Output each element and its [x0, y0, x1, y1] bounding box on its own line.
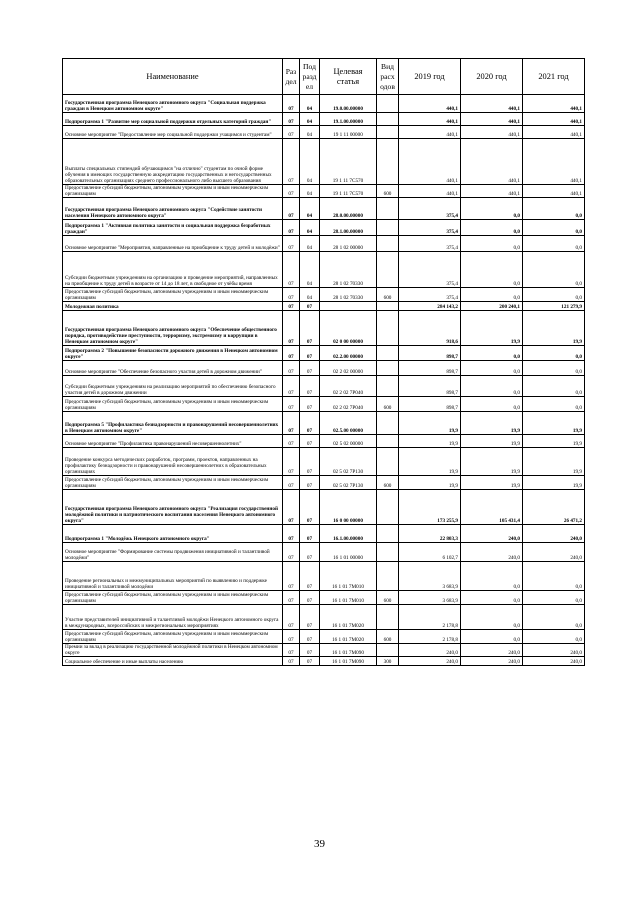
cell-2020: 0,0: [461, 376, 523, 397]
cell-2020: 19,9: [461, 435, 523, 448]
cell-2020: 0,0: [461, 605, 523, 630]
cell-2020: 0,0: [461, 220, 523, 236]
cell-razdel: 07: [283, 591, 300, 605]
cell-expense-type: [377, 448, 399, 476]
table-row: [63, 198, 585, 220]
cell-2020: 440,1: [461, 139, 523, 185]
cell-razdel: 07: [283, 302, 300, 311]
cell-2020: 0,0: [461, 397, 523, 412]
cell-podrazdel: 07: [300, 397, 320, 412]
cell-podrazdel: 07: [300, 657, 320, 666]
table-row: [63, 591, 585, 605]
header-year-2021: 2021 год: [523, 59, 585, 95]
cell-podrazdel: 07: [300, 361, 320, 376]
cell-target-article: 16.1.00.00000: [320, 525, 377, 543]
cell-razdel: 07: [283, 630, 300, 644]
table-row: [63, 220, 585, 236]
header-target-article: Целевая статья: [320, 59, 377, 95]
cell-name: Основное мероприятие "Профилактика правонарушений несовершеннолетних": [63, 435, 283, 448]
cell-podrazdel: 07: [300, 543, 320, 562]
cell-podrazdel: 04: [300, 126, 320, 139]
cell-2019: 440,1: [399, 139, 461, 185]
table-row: [63, 376, 585, 397]
cell-2020: 440,1: [461, 185, 523, 198]
cell-podrazdel: 07: [300, 346, 320, 361]
cell-podrazdel: 07: [300, 630, 320, 644]
cell-podrazdel: 07: [300, 562, 320, 591]
cell-name: Подпрограмма 1 "Активная политика занятости и социальная поддержка безработных граждан": [63, 220, 283, 236]
cell-expense-type: [377, 302, 399, 311]
cell-podrazdel: 07: [300, 302, 320, 311]
cell-2021: 121 279,9: [523, 302, 585, 311]
cell-expense-type: 600: [377, 476, 399, 490]
cell-2021: 19,9: [523, 476, 585, 490]
cell-2019: 3 683,9: [399, 562, 461, 591]
cell-2019: 6 102,7: [399, 543, 461, 562]
cell-2021: 0,0: [523, 252, 585, 288]
cell-podrazdel: 04: [300, 185, 320, 198]
cell-2021: 19,9: [523, 311, 585, 346]
cell-2020: 240,0: [461, 525, 523, 543]
cell-name: Выплаты специальных стипендий обучающимся "на отлично" студентам по очной форме обучения в имеющих государственную аккредитацию государственных и негосударственных образовательных организациях среднего профессионального либо высшего образования: [63, 139, 283, 185]
cell-2020: 19,9: [461, 311, 523, 346]
cell-2021: 440,1: [523, 185, 585, 198]
cell-target-article: 16 1 01 7М020: [320, 630, 377, 644]
cell-2020: 105 431,4: [461, 490, 523, 525]
cell-2020: 440,1: [461, 126, 523, 139]
cell-target-article: 02 5 02 00000: [320, 435, 377, 448]
cell-expense-type: 600: [377, 630, 399, 644]
cell-2019: 918,6: [399, 311, 461, 346]
cell-2020: 440,1: [461, 95, 523, 113]
cell-2021: 0,0: [523, 198, 585, 220]
cell-2020: 200 240,1: [461, 302, 523, 311]
cell-podrazdel: 07: [300, 605, 320, 630]
cell-razdel: 07: [283, 288, 300, 302]
cell-name: Проведение конкурса методических разработок, программ, проектов, направленных на профилактику безнадзорности и правонарушений несовершеннолетних в образовательных организациях: [63, 448, 283, 476]
cell-2019: 898,7: [399, 376, 461, 397]
table-row: [63, 476, 585, 490]
page-number: 39: [314, 838, 325, 850]
cell-2021: 0,0: [523, 346, 585, 361]
cell-2021: 19,9: [523, 412, 585, 435]
cell-2019: 284 143,2: [399, 302, 461, 311]
cell-razdel: 07: [283, 376, 300, 397]
cell-expense-type: [377, 113, 399, 126]
table-row: [63, 412, 585, 435]
table-row: [63, 543, 585, 562]
cell-target-article: 28 1 02 70330: [320, 252, 377, 288]
cell-target-article: 02 2 02 7Р040: [320, 376, 377, 397]
cell-razdel: 07: [283, 361, 300, 376]
cell-2020: 240,0: [461, 644, 523, 657]
cell-expense-type: [377, 361, 399, 376]
cell-2020: 240,0: [461, 657, 523, 666]
cell-podrazdel: 07: [300, 376, 320, 397]
table-row: [63, 302, 585, 311]
cell-target-article: 28.0.00.00000: [320, 198, 377, 220]
cell-razdel: 07: [283, 252, 300, 288]
cell-razdel: 07: [283, 220, 300, 236]
cell-target-article: 02 2 02 7Р040: [320, 397, 377, 412]
cell-name: Молодежная политика: [63, 302, 283, 311]
cell-2019: 240,0: [399, 657, 461, 666]
cell-2019: 375,4: [399, 198, 461, 220]
table-row: [63, 562, 585, 591]
header-podrazdel: Подраздел: [300, 59, 320, 95]
cell-target-article: 02 5 02 7Р130: [320, 476, 377, 490]
cell-name: Подпрограмма 2 "Повышение безопасности дорожного движения в Ненецком автономном округе": [63, 346, 283, 361]
cell-podrazdel: 07: [300, 591, 320, 605]
cell-2021: 0,0: [523, 236, 585, 252]
cell-2020: 0,0: [461, 288, 523, 302]
cell-2021: 0,0: [523, 591, 585, 605]
cell-2021: 440,1: [523, 126, 585, 139]
cell-target-article: 16 1 01 7М010: [320, 591, 377, 605]
cell-2021: 0,0: [523, 220, 585, 236]
table-row: [63, 95, 585, 113]
cell-podrazdel: 07: [300, 476, 320, 490]
cell-2020: 0,0: [461, 630, 523, 644]
table-body: [63, 95, 585, 666]
cell-expense-type: [377, 126, 399, 139]
header-razdel: Раздел: [283, 59, 300, 95]
cell-razdel: 07: [283, 605, 300, 630]
table-row: [63, 236, 585, 252]
table-row: [63, 288, 585, 302]
cell-2019: 440,1: [399, 126, 461, 139]
cell-podrazdel: 04: [300, 236, 320, 252]
cell-2020: 240,0: [461, 543, 523, 562]
cell-razdel: 07: [283, 448, 300, 476]
cell-2019: 898,7: [399, 361, 461, 376]
cell-target-article: 19.1.00.00000: [320, 113, 377, 126]
cell-2020: 19,9: [461, 476, 523, 490]
cell-2021: 440,1: [523, 95, 585, 113]
cell-2021: 26 471,2: [523, 490, 585, 525]
cell-expense-type: [377, 252, 399, 288]
cell-name: Предоставление субсидий бюджетным, автономным учреждениям и иным некоммерческим организациям: [63, 630, 283, 644]
cell-target-article: 19.0.00.00000: [320, 95, 377, 113]
cell-razdel: 07: [283, 185, 300, 198]
cell-name: Государственная программа Ненецкого автономного округа "Содействие занятости населения Ненецкого автономного округа": [63, 198, 283, 220]
cell-expense-type: [377, 198, 399, 220]
cell-target-article: 02.2.00 00000: [320, 346, 377, 361]
cell-expense-type: [377, 543, 399, 562]
cell-2020: 0,0: [461, 346, 523, 361]
cell-expense-type: [377, 562, 399, 591]
cell-podrazdel: 07: [300, 448, 320, 476]
cell-podrazdel: 07: [300, 311, 320, 346]
cell-podrazdel: 04: [300, 220, 320, 236]
cell-razdel: 07: [283, 139, 300, 185]
cell-2019: 19,9: [399, 476, 461, 490]
cell-target-article: 16 1 01 7М090: [320, 644, 377, 657]
cell-expense-type: 300: [377, 657, 399, 666]
cell-target-article: 02.5.00 00000: [320, 412, 377, 435]
cell-2019: 898,7: [399, 346, 461, 361]
cell-expense-type: [377, 490, 399, 525]
table-row: [63, 435, 585, 448]
cell-expense-type: [377, 412, 399, 435]
cell-expense-type: [377, 435, 399, 448]
cell-target-article: 02 0 00 00000: [320, 311, 377, 346]
cell-target-article: 16 1 01 7М090: [320, 657, 377, 666]
cell-2021: 0,0: [523, 288, 585, 302]
cell-2020: 19,9: [461, 412, 523, 435]
table-row: [63, 252, 585, 288]
cell-target-article: 02 2 02 00000: [320, 361, 377, 376]
table-row: [63, 126, 585, 139]
cell-expense-type: [377, 346, 399, 361]
cell-razdel: 07: [283, 644, 300, 657]
cell-expense-type: [377, 311, 399, 346]
table-row: [63, 397, 585, 412]
header-year-2020: 2020 год: [461, 59, 523, 95]
table-row: [63, 113, 585, 126]
cell-2021: 240,0: [523, 644, 585, 657]
cell-2019: 375,4: [399, 252, 461, 288]
cell-2020: 0,0: [461, 361, 523, 376]
cell-name: Подпрограмма 1 "Молодёжь Ненецкого автономного округа": [63, 525, 283, 543]
cell-expense-type: [377, 605, 399, 630]
cell-target-article: 28 1 02 00000: [320, 236, 377, 252]
cell-target-article: 19 1 11 00000: [320, 126, 377, 139]
cell-podrazdel: 04: [300, 95, 320, 113]
cell-name: Социальное обеспечение и иные выплаты населению: [63, 657, 283, 666]
table-row: [63, 490, 585, 525]
cell-podrazdel: 04: [300, 139, 320, 185]
cell-razdel: 07: [283, 126, 300, 139]
cell-expense-type: [377, 95, 399, 113]
table-row: [63, 448, 585, 476]
cell-name: Премии за вклад в реализацию государственной молодёжной политики в Ненецком автономном округе: [63, 644, 283, 657]
cell-2021: 0,0: [523, 376, 585, 397]
cell-expense-type: [377, 376, 399, 397]
cell-expense-type: [377, 139, 399, 185]
cell-name: Субсидии бюджетным учреждениям на организацию и проведение мероприятий, направленных на приобщение к труду детей в возрасте от 14 до 18 лет, в свободное от учёбы время: [63, 252, 283, 288]
cell-target-article: [320, 302, 377, 311]
cell-2019: 2 178,8: [399, 605, 461, 630]
cell-podrazdel: 04: [300, 252, 320, 288]
cell-2019: 3 683,9: [399, 591, 461, 605]
cell-2019: 375,4: [399, 220, 461, 236]
cell-2020: 0,0: [461, 236, 523, 252]
cell-expense-type: [377, 236, 399, 252]
cell-razdel: 07: [283, 490, 300, 525]
cell-razdel: 07: [283, 198, 300, 220]
cell-razdel: 07: [283, 525, 300, 543]
table-row: [63, 644, 585, 657]
cell-expense-type: 600: [377, 185, 399, 198]
cell-name: Основное мероприятие "Формирование системы продвижения инициативной и талантливой молодёжи": [63, 543, 283, 562]
cell-2019: 375,4: [399, 236, 461, 252]
cell-target-article: 16 1 01 7М010: [320, 562, 377, 591]
cell-2020: 0,0: [461, 252, 523, 288]
cell-2019: 19,9: [399, 435, 461, 448]
cell-podrazdel: 07: [300, 412, 320, 435]
cell-podrazdel: 04: [300, 198, 320, 220]
header-expense-type: Вид расходов: [377, 59, 399, 95]
cell-name: Предоставление субсидий бюджетным, автономным учреждениям и иным некоммерческим организациям: [63, 476, 283, 490]
cell-2021: 19,9: [523, 435, 585, 448]
cell-2021: 240,0: [523, 525, 585, 543]
cell-2020: 19,9: [461, 448, 523, 476]
cell-name: Основное мероприятие "Обеспечение безопасного участия детей в дорожном движении": [63, 361, 283, 376]
cell-target-article: 16 0 00 00000: [320, 490, 377, 525]
table-header-row: [63, 59, 585, 95]
cell-expense-type: [377, 644, 399, 657]
cell-razdel: 07: [283, 657, 300, 666]
cell-expense-type: 600: [377, 591, 399, 605]
cell-2021: 0,0: [523, 562, 585, 591]
cell-2021: 240,0: [523, 543, 585, 562]
cell-target-article: 16 1 01 7М020: [320, 605, 377, 630]
cell-target-article: 19 1 11 7С570: [320, 185, 377, 198]
cell-2021: 440,1: [523, 139, 585, 185]
cell-2019: 440,1: [399, 185, 461, 198]
header-year-2019: 2019 год: [399, 59, 461, 95]
cell-2019: 240,0: [399, 644, 461, 657]
cell-expense-type: 600: [377, 397, 399, 412]
cell-razdel: 07: [283, 543, 300, 562]
cell-2020: 0,0: [461, 591, 523, 605]
cell-2019: 19,9: [399, 448, 461, 476]
header-name: Наименование: [63, 59, 283, 95]
cell-podrazdel: 07: [300, 525, 320, 543]
cell-name: Предоставление субсидий бюджетным, автономным учреждениям и иным некоммерческим организациям: [63, 397, 283, 412]
cell-2021: 0,0: [523, 397, 585, 412]
cell-name: Основное мероприятие "Мероприятия, направленные на приобщение к труду детей и молодёжи": [63, 236, 283, 252]
cell-podrazdel: 04: [300, 113, 320, 126]
cell-2019: 173 255,9: [399, 490, 461, 525]
cell-2019: 19,9: [399, 412, 461, 435]
cell-2019: 22 803,3: [399, 525, 461, 543]
table-row: [63, 657, 585, 666]
cell-2020: 0,0: [461, 562, 523, 591]
cell-2021: 0,0: [523, 630, 585, 644]
cell-razdel: 07: [283, 412, 300, 435]
cell-podrazdel: 07: [300, 490, 320, 525]
cell-name: Государственная программа Ненецкого автономного округа "Обеспечение общественного порядка, противодействие преступности, терроризму, экстремизму и коррупции в Ненецком автономном округе": [63, 311, 283, 346]
cell-name: Предоставление субсидий бюджетным, автономным учреждениям и иным некоммерческим организациям: [63, 288, 283, 302]
cell-razdel: 07: [283, 476, 300, 490]
cell-2019: 898,7: [399, 397, 461, 412]
cell-name: Государственная программа Ненецкого автономного округа "Реализация государственной молодёжной политики и патриотического воспитания населения Ненецкого автономного округа": [63, 490, 283, 525]
cell-2019: 375,4: [399, 288, 461, 302]
cell-name: Предоставление субсидий бюджетным, автономным учреждениям и иным некоммерческим организациям: [63, 185, 283, 198]
cell-name: Основное мероприятие "Предоставление мер социальной поддержки учащимся и студентам": [63, 126, 283, 139]
cell-razdel: 07: [283, 95, 300, 113]
cell-podrazdel: 07: [300, 435, 320, 448]
table-row: [63, 311, 585, 346]
cell-target-article: 28.1.00.00000: [320, 220, 377, 236]
cell-2020: 440,1: [461, 113, 523, 126]
cell-2020: 0,0: [461, 198, 523, 220]
table-row: [63, 185, 585, 198]
table-row: [63, 361, 585, 376]
cell-name: Предоставление субсидий бюджетным, автономным учреждениям и иным некоммерческим организациям: [63, 591, 283, 605]
cell-name: Участие представителей инициативной и талантливой молодёжи Ненецкого автономного округа в международных, всероссийских и межрегиональных мероприятиях: [63, 605, 283, 630]
cell-expense-type: 600: [377, 288, 399, 302]
cell-razdel: 07: [283, 236, 300, 252]
cell-name: Проведение региональных и межмуниципальных мероприятий по выявлению и поддержке инициативной и талантливой молодёжи: [63, 562, 283, 591]
cell-2021: 0,0: [523, 361, 585, 376]
cell-razdel: 07: [283, 435, 300, 448]
cell-2019: 440,1: [399, 95, 461, 113]
cell-2021: 0,0: [523, 605, 585, 630]
cell-razdel: 07: [283, 311, 300, 346]
cell-name: Государственная программа Ненецкого автономного округа "Социальная поддержка граждан в Ненецком автономном округе": [63, 95, 283, 113]
cell-razdel: 07: [283, 346, 300, 361]
cell-name: Подпрограмма 1 "Развитие мер социальной поддержки отдельных категорий граждан": [63, 113, 283, 126]
table-row: [63, 605, 585, 630]
cell-2019: 2 178,8: [399, 630, 461, 644]
cell-2019: 440,1: [399, 113, 461, 126]
cell-podrazdel: 07: [300, 644, 320, 657]
cell-name: Подпрограмма 5 "Профилактика безнадзорности и правонарушений несовершеннолетних в Ненецком автономном округе": [63, 412, 283, 435]
cell-2021: 440,1: [523, 113, 585, 126]
cell-expense-type: [377, 525, 399, 543]
cell-target-article: 28 1 02 70330: [320, 288, 377, 302]
table-row: [63, 346, 585, 361]
cell-2021: 240,0: [523, 657, 585, 666]
cell-2021: 19,9: [523, 448, 585, 476]
cell-razdel: 07: [283, 397, 300, 412]
cell-name: Субсидии бюджетным учреждениям на реализацию мероприятий по обеспечению безопасного участия детей в дорожном движении: [63, 376, 283, 397]
cell-razdel: 07: [283, 562, 300, 591]
table-row: [63, 139, 585, 185]
cell-target-article: 19 1 11 7С570: [320, 139, 377, 185]
cell-razdel: 07: [283, 113, 300, 126]
cell-podrazdel: 04: [300, 288, 320, 302]
cell-target-article: 02 5 02 7Р130: [320, 448, 377, 476]
table-row: [63, 630, 585, 644]
budget-table: [62, 58, 585, 666]
table-row: [63, 525, 585, 543]
cell-target-article: 16 1 01 00000: [320, 543, 377, 562]
cell-expense-type: [377, 220, 399, 236]
